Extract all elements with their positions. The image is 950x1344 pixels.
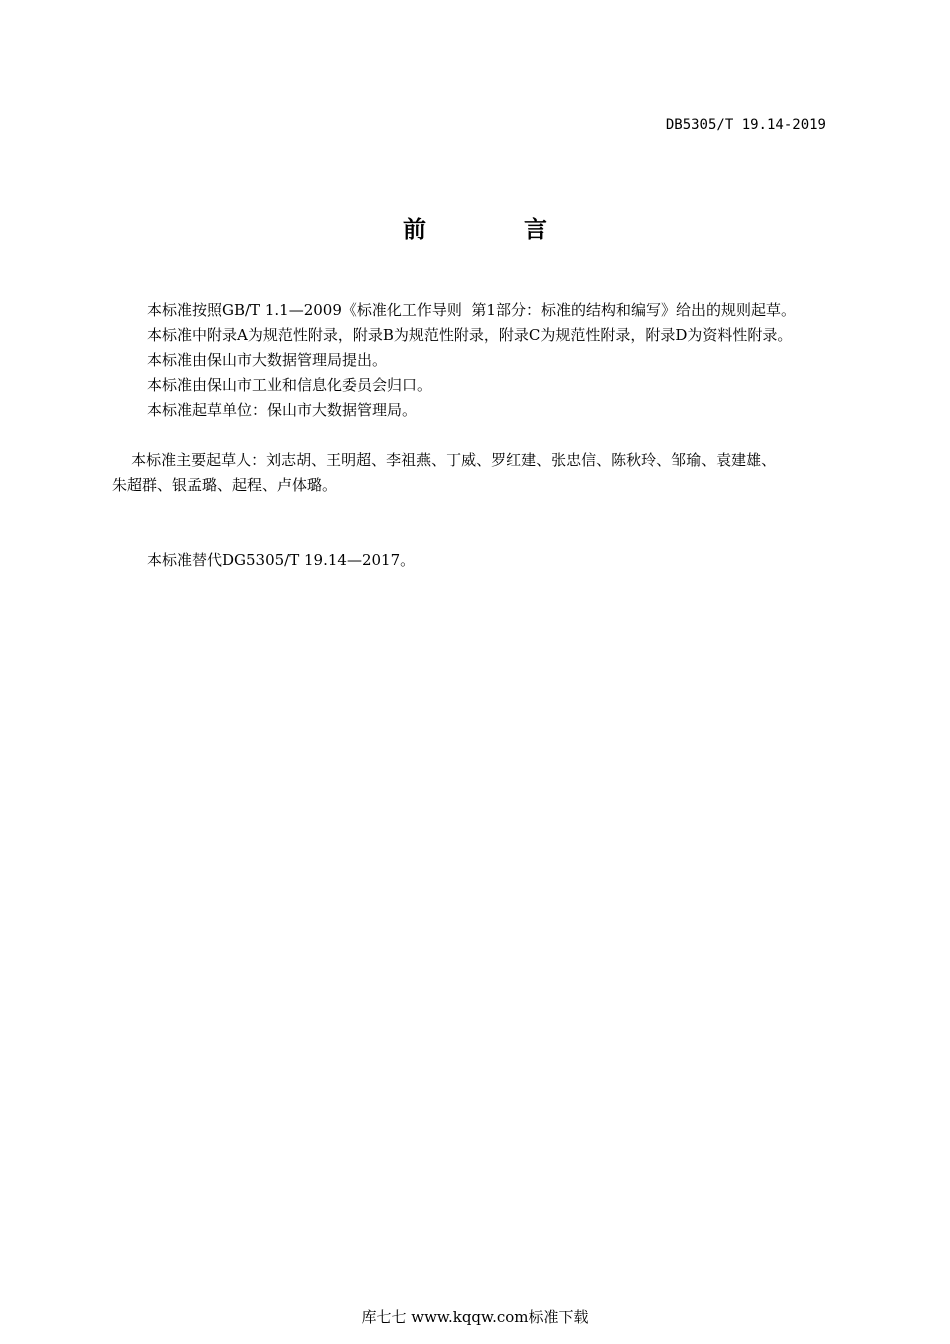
paragraph-drafting-unit: 本标准起草单位：保山市大数据管理局。: [147, 401, 418, 419]
foreword-title: [0, 216, 950, 244]
drafters-line-1: 本标准主要起草人：刘志胡、王明超、李祖燕、丁威、罗红建、张忠信、陈秋玲、邹瑜、袁建雄、: [131, 451, 777, 469]
foreword-body: [112, 298, 868, 573]
paragraph-proposed-by: 本标准由保山市大数据管理局提出。: [147, 351, 388, 369]
standard-code: DB5305/T 19.14-2019: [665, 117, 826, 133]
paragraph-annexes: 本标准中附录A为规范性附录，附录B为规范性附录，附录C为规范性附录，附录D为资料性附录。: [147, 326, 793, 344]
footer-watermark: 库七七 www.kqqw.com标准下载: [361, 1308, 589, 1326]
paragraph-drafting-rules: 本标准按照GB/T 1.1—2009《标准化工作导则 第1部分：标准的结构和编写》给出的规则起草。: [147, 301, 796, 319]
paragraph-administered-by: 本标准由保山市工业和信息化委员会归口。: [147, 376, 433, 394]
title-char-1: 前: [403, 217, 426, 243]
paragraph-drafters: [112, 423, 868, 548]
drafters-line-2: 朱超群、银孟璐、起程、卢体璐。: [112, 476, 338, 494]
title-char-2: 言: [524, 217, 547, 243]
paragraph-replaces: 本标准替代DG5305/T 19.14—2017。: [147, 551, 416, 569]
